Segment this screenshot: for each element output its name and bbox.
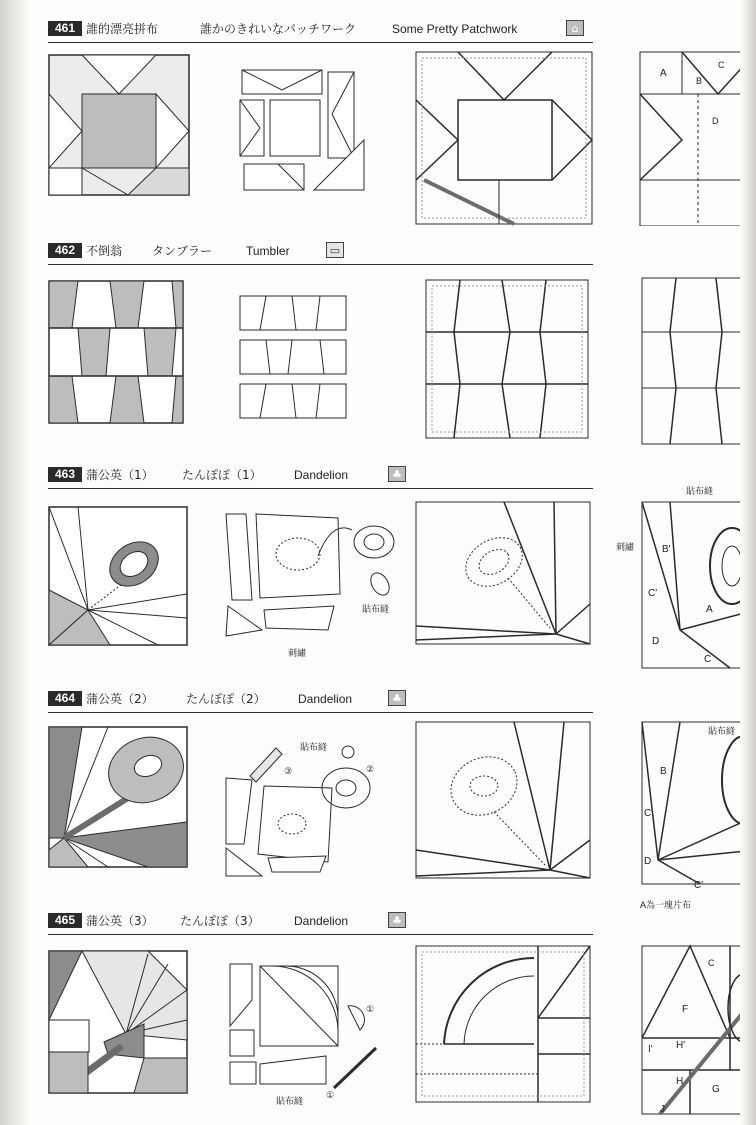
title-japanese: たんぽぽ（3） [180, 914, 260, 928]
pattern-number: 463 [48, 467, 82, 482]
sewing-template-465 [414, 944, 592, 1104]
piece-letter: D [644, 856, 652, 867]
page-edge-shadow [740, 0, 756, 1125]
sewing-template-461 [414, 50, 594, 226]
piece-letter: C' [694, 880, 704, 891]
sewing-template-463 [414, 500, 592, 646]
finished-block-462 [48, 280, 184, 424]
finished-block-463 [48, 506, 188, 646]
pattern-number: 464 [48, 691, 82, 706]
piece-letter: I' [648, 1044, 653, 1055]
sewing-template-464 [414, 720, 592, 880]
side-template-464 [640, 720, 756, 890]
finished-block-465 [48, 950, 188, 1094]
title-english: Some Pretty Patchwork [392, 22, 518, 36]
tree-icon: ♣ [388, 912, 406, 928]
pieces-diagram-464 [222, 744, 402, 878]
title-japanese: 誰かのきれいなパッチワーク [200, 22, 357, 36]
tree-icon: ♣ [388, 466, 406, 482]
piece-letter: A [660, 68, 667, 79]
tree-icon: ♣ [388, 690, 406, 706]
piece-letter: C [644, 808, 652, 819]
page-gutter-shadow [0, 0, 30, 1125]
embroidery-label: 刺繡 [288, 648, 307, 658]
piece-letter: B [660, 766, 667, 777]
step-marker: ① [366, 1004, 375, 1014]
one-piece-note: A為一塊片布 [640, 900, 692, 910]
piece-letter: B [696, 76, 703, 86]
applique-label: 貼布縫 [276, 1096, 304, 1106]
finished-block-464 [48, 726, 188, 868]
piece-letter: C [708, 958, 715, 968]
pattern-number: 462 [48, 243, 82, 258]
piece-letter: D [712, 116, 719, 126]
sewing-template-462 [424, 278, 590, 440]
piece-letter: C [704, 654, 712, 665]
section-header-461 [48, 20, 593, 43]
title-chinese: 蒲公英（1） [86, 468, 154, 482]
piece-letter: J [660, 1104, 665, 1115]
title-english: Dandelion [298, 692, 353, 706]
title-chinese: 不倒翁 [86, 244, 123, 258]
title-japanese: たんぽぽ（1） [182, 468, 262, 482]
side-applique-label: 貼布縫 [708, 726, 736, 736]
piece-letter: C [718, 60, 725, 70]
house-icon: ⌂ [566, 20, 584, 36]
section-header-463 [48, 466, 593, 489]
title-chinese: 蒲公英（3） [86, 914, 154, 928]
pieces-diagram-461 [238, 68, 368, 194]
side-template-462 [640, 276, 756, 448]
piece-letter: C' [648, 588, 658, 599]
pieces-diagram-462 [236, 292, 352, 422]
step-marker: ② [366, 764, 375, 774]
pattern-number: 465 [48, 913, 82, 928]
finished-block-461 [48, 54, 190, 196]
title-english: Dandelion [294, 914, 349, 928]
applique-label: 貼布縫 [362, 604, 390, 614]
step-marker: ① [326, 1090, 335, 1100]
side-embroidery-label: 刺繡 [616, 542, 635, 552]
section-header-465 [48, 912, 593, 935]
title-japanese: たんぽぽ（2） [186, 692, 266, 706]
piece-letter: A [706, 604, 713, 615]
side-applique-label: 貼布縫 [686, 486, 714, 496]
applique-label: 貼布縫 [300, 742, 328, 752]
title-english: Dandelion [294, 468, 349, 482]
piece-letter: B' [662, 544, 671, 555]
pattern-number: 461 [48, 21, 82, 36]
title-japanese: タンブラー [152, 244, 213, 258]
section-header-464 [48, 690, 593, 713]
piece-letter: H' [676, 1040, 686, 1051]
title-chinese: 誰的漂亮拼布 [86, 22, 159, 36]
step-marker: ③ [284, 766, 293, 776]
pieces-diagram-463 [222, 510, 402, 640]
piece-letter: H [676, 1076, 684, 1087]
piece-letter: D [652, 636, 660, 647]
title-english: Tumbler [246, 244, 290, 258]
piece-letter: F [682, 1004, 689, 1015]
piece-letter: G [712, 1084, 720, 1095]
cup-icon: ▭ [326, 242, 344, 258]
side-template-465 [640, 944, 756, 1116]
pieces-diagram-465 [226, 960, 402, 1094]
title-chinese: 蒲公英（2） [86, 692, 154, 706]
section-header-462 [48, 242, 593, 265]
